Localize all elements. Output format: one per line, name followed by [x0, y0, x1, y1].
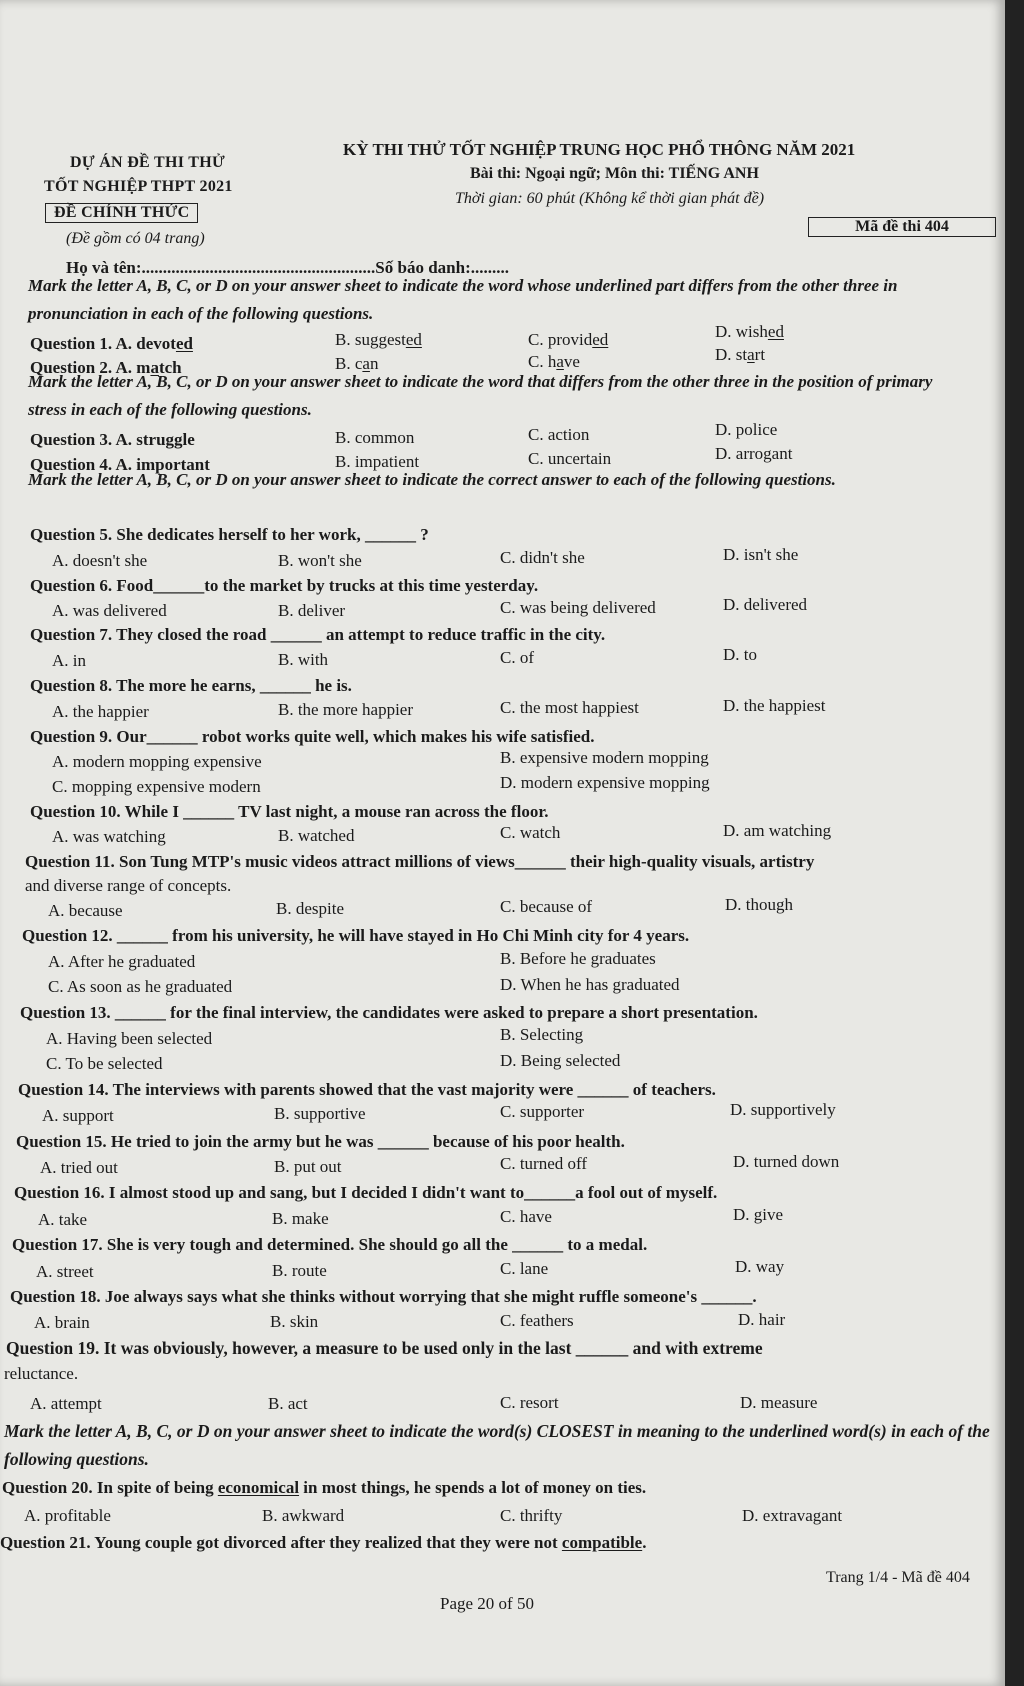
question-4: Question 4. A. important — [30, 455, 210, 474]
trang-code: Trang 1/4 - Mã đề 404 — [826, 1569, 970, 1586]
q5-option-a[interactable]: A. doesn't she — [52, 551, 148, 570]
project-title: DỰ ÁN ĐỀ THI THỬ — [70, 154, 226, 171]
q8-option-a[interactable]: A. the happier — [52, 702, 149, 721]
q7-option-d[interactable]: D. to — [723, 645, 757, 664]
question-19: Question 19. It was obviously, however, a measure to be used only in the last ______ and with extreme — [6, 1338, 763, 1358]
name-label: Họ và tên: — [66, 258, 142, 277]
q5-option-d[interactable]: D. isn't she — [723, 545, 799, 564]
q9-option-b[interactable]: B. expensive modern mopping — [500, 748, 709, 767]
question-20: Question 20. In spite of being economical in most things, he spends a lot of money on ties. — [2, 1478, 647, 1497]
q15-option-c[interactable]: C. turned off — [500, 1154, 588, 1173]
question-14: Question 14. The interviews with parents showed that the vast majority were ______ of teachers. — [18, 1080, 716, 1099]
q18-option-b[interactable]: B. skin — [270, 1312, 319, 1331]
q4-option-b[interactable]: B. impatient — [335, 452, 420, 471]
q4-option-d[interactable]: D. arrogant — [715, 444, 793, 463]
question-2: Question 2. A. match — [30, 358, 182, 377]
q1-option-c[interactable]: C. provided — [528, 330, 609, 349]
q14-option-a[interactable]: A. support — [42, 1106, 114, 1125]
id-field[interactable]: ......... — [470, 258, 509, 277]
instruction-correct-answer: Mark the letter A, B, C, or D on your answer sheet to indicate the correct answer to each of the following questions. — [28, 470, 836, 489]
q12-option-d[interactable]: D. When he has graduated — [500, 975, 680, 994]
question-9: Question 9. Our______ robot works quite well, which makes his wife satisfied. — [30, 727, 595, 746]
q17-option-c[interactable]: C. lane — [500, 1259, 549, 1278]
q7-option-c[interactable]: C. of — [500, 648, 534, 667]
q2-option-d[interactable]: D. start — [715, 345, 766, 364]
id-label: Số báo danh: — [375, 258, 471, 277]
q20-option-d[interactable]: D. extravagant — [742, 1506, 843, 1525]
q17-option-b[interactable]: B. route — [272, 1261, 327, 1280]
q8-option-c[interactable]: C. the most happiest — [500, 698, 639, 717]
q4-option-c[interactable]: C. uncertain — [528, 449, 612, 468]
q7-option-a[interactable]: A. in — [52, 651, 86, 670]
q13-option-a[interactable]: A. Having been selected — [46, 1029, 213, 1048]
question-12: Question 12. ______ from his university, he will have stayed in Ho Chi Minh city for 4 years. — [22, 926, 690, 945]
q3-option-c[interactable]: C. action — [528, 425, 590, 444]
q15-option-b[interactable]: B. put out — [274, 1157, 342, 1176]
q12-option-a[interactable]: A. After he graduated — [48, 952, 196, 971]
instruction-stress: Mark the letter A, B, C, or D on your answer sheet to indicate the word that differs from the other three in the position of primary stress in each of the following questions. — [28, 372, 933, 419]
q6-option-d[interactable]: D. delivered — [723, 595, 808, 614]
q3-option-b[interactable]: B. common — [335, 428, 415, 447]
question-5: Question 5. She dedicates herself to her work, ______ ? — [30, 525, 429, 544]
name-field[interactable]: ....................................................... — [141, 258, 376, 277]
q8-option-d[interactable]: D. the happiest — [723, 696, 826, 715]
q19-option-b[interactable]: B. act — [268, 1394, 308, 1413]
question-1: Question 1. A. devoted — [30, 334, 193, 353]
q10-option-a[interactable]: A. was watching — [52, 827, 166, 846]
q10-option-b[interactable]: B. watched — [278, 826, 355, 845]
pages-note: (Đề gồm có 04 trang) — [66, 230, 205, 247]
q19-option-a[interactable]: A. attempt — [30, 1394, 102, 1413]
q18-option-d[interactable]: D. hair — [738, 1310, 786, 1329]
instruction-closest-meaning: Mark the letter A, B, C, or D on your answer sheet to indicate the word(s) CLOSEST in meaning to the underlined word(s) in each of the following questions. — [4, 1421, 990, 1469]
question-7: Question 7. They closed the road ______ an attempt to reduce traffic in the city. — [30, 625, 606, 644]
q20-option-c[interactable]: C. thrifty — [500, 1506, 563, 1525]
q15-option-a[interactable]: A. tried out — [40, 1158, 118, 1177]
q6-option-c[interactable]: C. was being delivered — [500, 598, 656, 617]
q3-option-d[interactable]: D. police — [715, 420, 778, 439]
q7-option-b[interactable]: B. with — [278, 650, 329, 669]
exam-time: Thời gian: 60 phút (Không kể thời gian phát đề) — [455, 190, 765, 207]
question-13: Question 13. ______ for the final interview, the candidates were asked to prepare a short presentation. — [20, 1003, 758, 1022]
q18-option-c[interactable]: C. feathers — [500, 1311, 574, 1330]
q14-option-d[interactable]: D. supportively — [730, 1100, 836, 1119]
question-18: Question 18. Joe always says what she thinks without worrying that she might ruffle someone's ______. — [10, 1287, 757, 1306]
q19-option-d[interactable]: D. measure — [740, 1393, 818, 1412]
q15-option-d[interactable]: D. turned down — [733, 1152, 840, 1171]
q8-option-b[interactable]: B. the more happier — [278, 700, 414, 719]
question-19-continued: reluctance. — [4, 1364, 79, 1383]
q5-option-c[interactable]: C. didn't she — [500, 548, 585, 567]
q16-option-b[interactable]: B. make — [272, 1209, 329, 1228]
question-10: Question 10. While I ______ TV last night, a mouse ran across the floor. — [30, 802, 549, 821]
page-number: Page 20 of 50 — [440, 1594, 534, 1613]
q2-option-c[interactable]: C. have — [528, 352, 580, 371]
q18-option-a[interactable]: A. brain — [34, 1313, 90, 1332]
q20-option-b[interactable]: B. awkward — [262, 1506, 345, 1525]
q17-option-a[interactable]: A. street — [36, 1262, 94, 1281]
q9-option-d[interactable]: D. modern expensive mopping — [500, 773, 710, 792]
question-11: Question 11. Son Tung MTP's music videos attract millions of views______ their high-quality visuals, artistry — [25, 852, 815, 871]
question-6: Question 6. Food______to the market by trucks at this time yesterday. — [30, 576, 539, 595]
q11-option-c[interactable]: C. because of — [500, 897, 593, 916]
exam-code: Mã đề thi 404 — [808, 217, 996, 237]
q11-option-a[interactable]: A. because — [48, 901, 123, 920]
q17-option-d[interactable]: D. way — [735, 1257, 785, 1276]
q5-option-b[interactable]: B. won't she — [278, 551, 362, 570]
q16-option-c[interactable]: C. have — [500, 1207, 552, 1226]
q16-option-d[interactable]: D. give — [733, 1205, 784, 1224]
q6-option-b[interactable]: B. deliver — [278, 601, 346, 620]
question-11-continued: and diverse range of concepts. — [25, 876, 232, 895]
q2-option-b[interactable]: B. can — [335, 354, 379, 373]
question-21: Question 21. Young couple got divorced after they realized that they were not compatible. — [0, 1533, 647, 1552]
q14-option-c[interactable]: C. supporter — [500, 1102, 585, 1121]
graduation-title: TỐT NGHIỆP THPT 2021 — [44, 178, 233, 195]
q13-option-c[interactable]: C. To be selected — [46, 1054, 163, 1073]
q14-option-b[interactable]: B. supportive — [274, 1104, 366, 1123]
q10-option-c[interactable]: C. watch — [500, 823, 561, 842]
q13-option-d[interactable]: D. Being selected — [500, 1051, 621, 1070]
instruction-pronunciation: Mark the letter A, B, C, or D on your answer sheet to indicate the word whose underlined part differs from the other three in pronunciation in each of the following questions. — [28, 276, 898, 323]
exam-title: KỲ THI THỬ TỐT NGHIỆP TRUNG HỌC PHỔ THÔNG NĂM 2021 — [343, 140, 856, 159]
q12-option-b[interactable]: B. Before he graduates — [500, 949, 656, 968]
page-edge-shadow — [1005, 0, 1024, 1686]
q13-option-b[interactable]: B. Selecting — [500, 1025, 584, 1044]
q1-option-b[interactable]: B. suggested — [335, 330, 422, 349]
official-label: ĐỀ CHÍNH THỨC — [45, 203, 198, 223]
q16-option-a[interactable]: A. take — [38, 1210, 88, 1229]
exam-subject: Bài thi: Ngoại ngữ; Môn thi: TIẾNG ANH — [470, 165, 759, 182]
q12-option-c[interactable]: C. As soon as he graduated — [48, 977, 233, 996]
q19-option-c[interactable]: C. resort — [500, 1393, 559, 1412]
question-16: Question 16. I almost stood up and sang, but I decided I didn't want to______a fool out of myself. — [14, 1183, 718, 1202]
q11-option-b[interactable]: B. despite — [276, 899, 344, 918]
q20-option-a[interactable]: A. profitable — [24, 1506, 111, 1525]
question-3: Question 3. A. struggle — [30, 430, 195, 449]
q11-option-d[interactable]: D. though — [725, 895, 793, 914]
q9-option-c[interactable]: C. mopping expensive modern — [52, 777, 261, 796]
question-15: Question 15. He tried to join the army but he was ______ because of his poor health. — [16, 1132, 625, 1151]
q1-option-d[interactable]: D. wished — [715, 322, 784, 341]
question-17: Question 17. She is very tough and determined. She should go all the ______ to a medal. — [12, 1235, 648, 1254]
question-8: Question 8. The more he earns, ______ he is. — [30, 676, 352, 695]
q9-option-a[interactable]: A. modern mopping expensive — [52, 752, 262, 771]
q10-option-d[interactable]: D. am watching — [723, 821, 832, 840]
q6-option-a[interactable]: A. was delivered — [52, 601, 167, 620]
